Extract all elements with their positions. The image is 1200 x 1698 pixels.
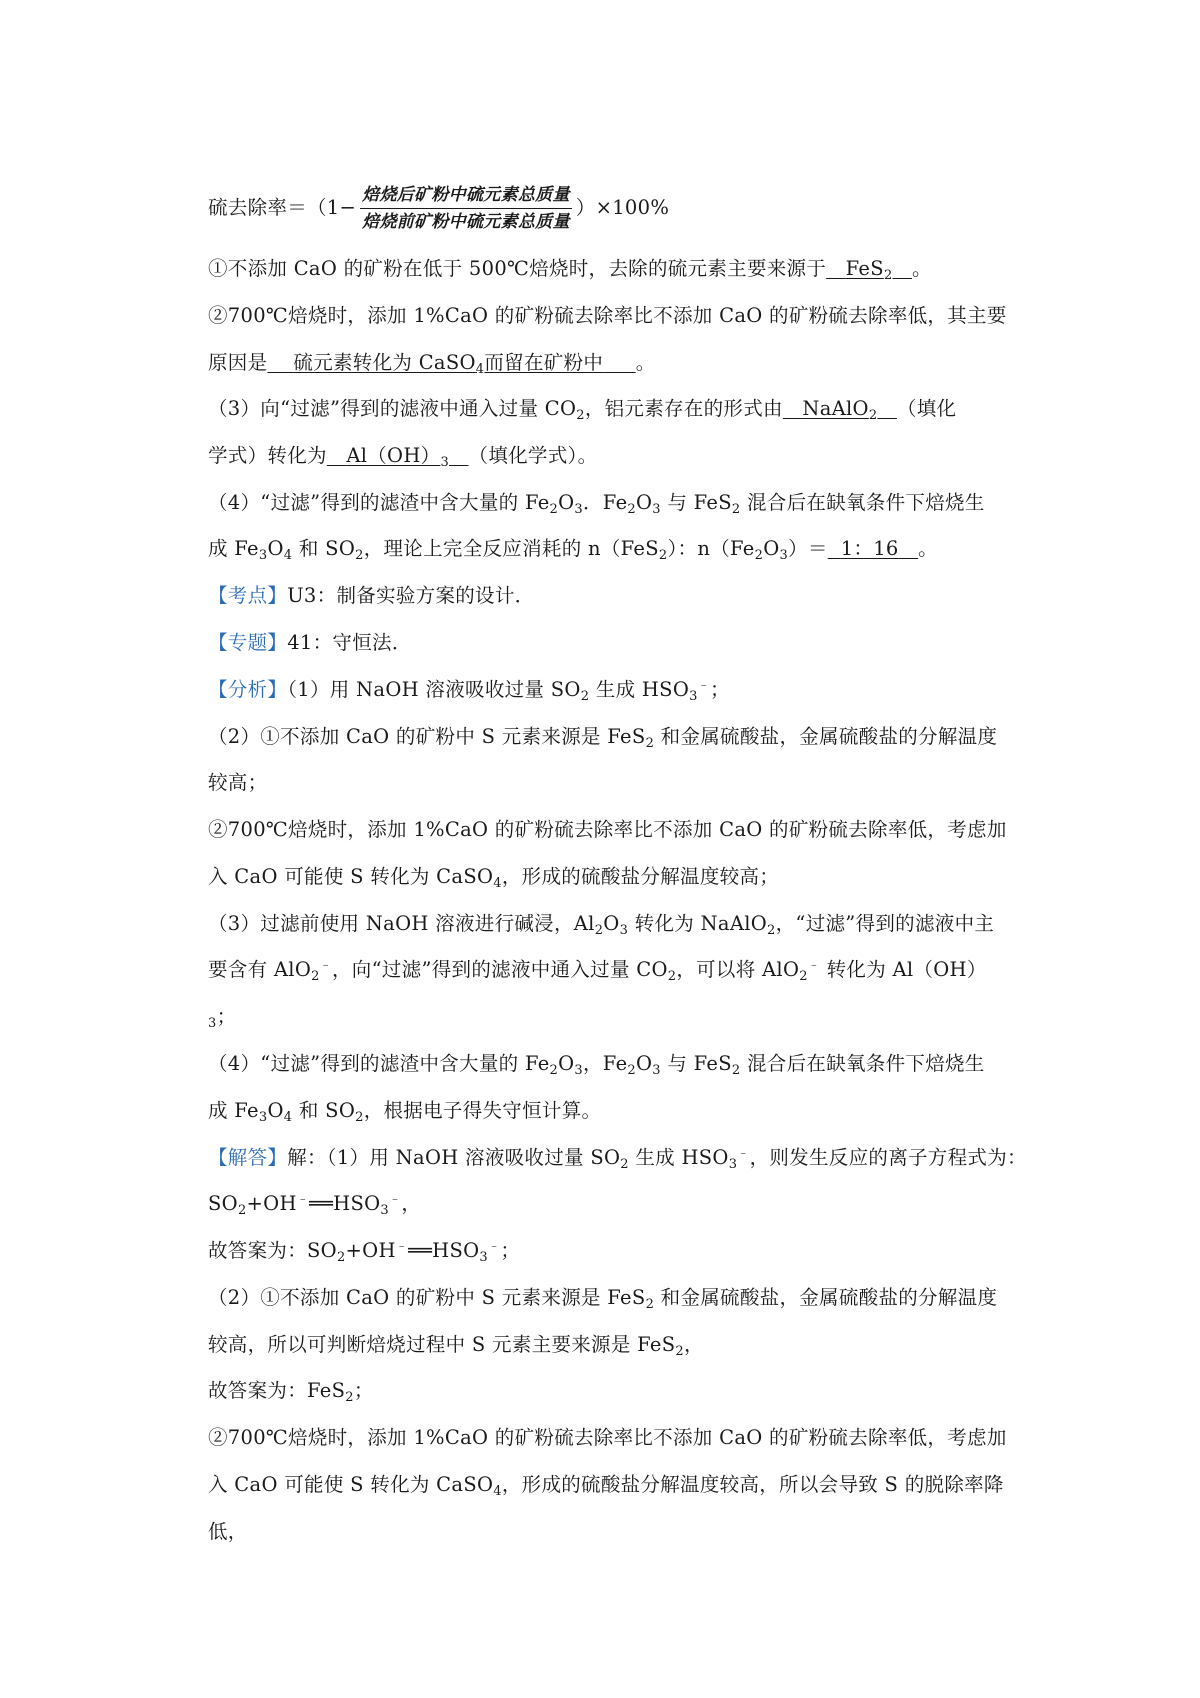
formula-rhs: ）×100%: [575, 196, 670, 219]
subscript: 2: [549, 1063, 559, 1078]
subscript: 2: [731, 502, 741, 517]
text-span: （1）用 NaOH 溶液吸收过量 SO: [287, 678, 581, 701]
text-span: 和金属硫酸盐，金属硫酸盐的分解温度: [654, 1286, 998, 1309]
jieda-line-5: [208, 1330, 1028, 1360]
subscript: 3: [258, 548, 268, 563]
text-span: ，: [684, 1333, 704, 1356]
fenxi-tag: 【分析】: [208, 678, 288, 701]
subscript: 2: [237, 1203, 247, 1218]
text-span: ；: [500, 1239, 521, 1262]
subscript: 3: [652, 502, 661, 517]
text-span: ，向“过滤”得到的滤液中通入过量 CO: [332, 958, 668, 981]
question-2-part-2-line-1: [208, 301, 1028, 331]
kaodian-tag: 【考点】: [208, 584, 288, 607]
subscript: 3: [380, 1203, 389, 1218]
jieda-line-6: [208, 1376, 1028, 1406]
superscript: ﹣: [737, 1145, 750, 1159]
jieda-line-2: [208, 1189, 1028, 1219]
fenxi-line-1: [208, 675, 1028, 705]
text-span: +OH: [345, 1239, 396, 1262]
text-span: 与 FeS: [660, 1052, 732, 1075]
subscript: 4: [283, 548, 293, 563]
jieda-line-7: [208, 1423, 1028, 1453]
formula-fraction: [360, 184, 572, 233]
answer-caso4-retained: [267, 351, 635, 377]
text-span: 生成 HSO: [628, 1146, 729, 1169]
text-span: 故答案为：FeS: [208, 1379, 346, 1402]
q3-line2-pre: 学式）转化为: [208, 444, 327, 467]
subscript: 2: [311, 969, 320, 984]
text-span: ；: [216, 1005, 237, 1028]
subscript: 2: [627, 502, 636, 517]
text-span: 和金属硫酸盐，金属硫酸盐的分解温度: [654, 725, 998, 748]
question-3-line-2: [208, 441, 1028, 471]
answer-aloh3: [327, 444, 469, 470]
q3-line1-pre: （3）向“过滤”得到的滤液中通入过量 CO: [208, 397, 577, 420]
subscript: 2: [580, 689, 590, 704]
q3-line2-end: （填化学式）。: [468, 444, 598, 467]
subscript: 2: [799, 969, 808, 984]
subscript: 3: [440, 455, 450, 470]
kaodian-line: [208, 581, 1028, 611]
text-span: ══HSO: [408, 1239, 480, 1262]
text-span: 。: [918, 537, 938, 560]
subscript: 2: [355, 548, 364, 563]
text-span: FeS: [845, 257, 884, 280]
subscript: 2: [336, 1250, 346, 1265]
subscript: 2: [549, 502, 559, 517]
subscript: 3: [728, 1157, 738, 1172]
subscript: 2: [754, 548, 764, 563]
formula-denominator: 焙烧前矿粉中硫元素总质量: [362, 212, 570, 232]
subscript: 2: [667, 969, 677, 984]
text-span: 和 SO: [292, 1099, 356, 1122]
text-span: 低，: [208, 1520, 248, 1543]
fenxi-line-6: （3）过滤前使用 NaOH 溶液进行碱浸，$Al_2O_3$ 转化为 NaAlO$_2$，“过滤”得到的滤液中主: [208, 912, 995, 938]
question-4-line-1: （4）“过滤”得到的滤渣中含大量的 $Fe_2O_3$．$Fe_2O_3$ 与 FeS$_2$ 混合后在缺氧条件下焙烧生: [208, 491, 985, 517]
subscript: 4: [493, 1484, 502, 1499]
q2-2-end: 。: [635, 351, 656, 374]
text-span: 混合后在缺氧条件下焙烧生: [740, 1052, 985, 1075]
jieda-line-3: [208, 1236, 1028, 1266]
text-span: ，则发生反应的离子方程式为：: [749, 1146, 1027, 1169]
formula-lhs: 硫去除率＝（1−: [208, 196, 357, 219]
zhuanti-text: 41：守恒法．: [287, 631, 412, 654]
subscript: 2: [345, 1390, 354, 1405]
subscript: 2: [355, 1110, 364, 1125]
jieda-line-9: [208, 1517, 1028, 1547]
q3-line1-end: （填化: [896, 397, 957, 420]
text-span: ，形成的硫酸盐分解温度较高，所以会导致 S 的脱除率降: [501, 1473, 1004, 1496]
subscript: 2: [767, 923, 776, 938]
superscript: ﹣: [389, 1191, 402, 1205]
answer-ratio: [828, 537, 918, 560]
superscript: ﹣: [697, 677, 711, 691]
jieda-tag: 【解答】: [208, 1146, 288, 1169]
text-span: ，Fe: [583, 1052, 628, 1075]
text-span: 转化为 NaAlO: [628, 912, 768, 935]
subscript: 2: [675, 1344, 684, 1359]
answer-naalo2: [783, 397, 897, 423]
text-span: 而留在矿粉中: [484, 351, 604, 374]
fenxi-line-2: [208, 722, 1028, 752]
question-4-line-2: 成 $Fe_3O_4$ 和 $SO_2$，理论上完全反应消耗的 n（FeS$_2$）：$n(Fe_2O_3)= 1$：16 。: [208, 537, 938, 563]
fenxi-line-9: （4）“过滤”得到的滤渣中含大量的 $Fe_2O_3$，$Fe_2O_3$ 与 FeS$_2$ 混合后在缺氧条件下焙烧生: [208, 1052, 985, 1078]
text-span: ，理论上完全反应消耗的 n（FeS: [363, 537, 659, 560]
text-span: 转化为 Al（OH）: [820, 958, 987, 981]
text-span: +OH: [246, 1192, 297, 1215]
text-span: ，根据电子得失守恒计算。: [363, 1099, 602, 1122]
text-span: 解：（1）用 NaOH 溶液吸收过量 SO: [287, 1146, 621, 1169]
q2-2-line2-pre: 原因是: [208, 351, 268, 374]
text-span: ．Fe: [583, 491, 628, 514]
text-span: NaAlO: [802, 397, 869, 420]
question-2-part-2-line-2: [208, 348, 1028, 378]
fenxi-line-5: [208, 862, 1028, 892]
fenxi-line-3: [208, 768, 1028, 798]
subscript: 3: [574, 1063, 583, 1078]
text-span: ，: [401, 1192, 422, 1215]
text-span: 入 CaO 可能使 S 转化为 CaSO: [208, 865, 494, 888]
q2-2-line1: ②700℃焙烧时，添加 1%CaO 的矿粉硫去除率比不添加 CaO 的矿粉硫去除率低，其主要: [208, 304, 1007, 327]
text-span: 混合后在缺氧条件下焙烧生: [740, 491, 985, 514]
text-span: （4）“过滤”得到的滤渣中含大量的 Fe: [208, 491, 550, 514]
text-span: 1：16: [840, 537, 899, 560]
subscript: 2: [868, 408, 878, 423]
fenxi-line-7: [208, 955, 1028, 985]
subscript: 3: [689, 689, 698, 704]
text-span: 成 Fe: [208, 1099, 259, 1122]
text-span: 与 FeS: [660, 491, 732, 514]
text-span: Al（OH）: [346, 444, 441, 467]
text-span: ②700℃焙烧时，添加 1%CaO 的矿粉硫去除率比不添加 CaO 的矿粉硫去除率低，考虑加: [208, 1426, 1007, 1449]
subscript: 2: [658, 548, 668, 563]
zhuanti-tag: 【专题】: [208, 631, 288, 654]
text-span: ，形成的硫酸盐分解温度较高；: [501, 865, 780, 888]
subscript: 2: [731, 1063, 741, 1078]
text-span: 较高，所以可判断焙烧过程中 S 元素主要来源是 FeS: [208, 1333, 676, 1356]
text-span: ）：n（Fe: [667, 537, 755, 560]
text-span: ）＝: [788, 537, 828, 560]
sulfur-removal-formula: [208, 184, 1028, 233]
question-2-part-1: [208, 254, 1028, 284]
kaodian-text: U3：制备实验方案的设计．: [287, 584, 535, 607]
subscript: 3: [208, 1016, 217, 1031]
q2-1-text: ①不添加 CaO 的矿粉在低于 500℃焙烧时，去除的硫元素主要来源于: [208, 257, 827, 280]
text-span: （4）“过滤”得到的滤渣中含大量的 Fe: [208, 1052, 550, 1075]
text-span: （3）过滤前使用 NaOH 溶液进行碱浸，Al: [208, 912, 595, 935]
text-span: ，“过滤”得到的滤液中主: [775, 912, 995, 935]
jieda-line-8: [208, 1470, 1028, 1500]
text-span: 要含有 AlO: [208, 958, 312, 981]
superscript: ﹣: [319, 957, 332, 971]
text-span: ══HSO: [309, 1192, 381, 1215]
subscript: 4: [475, 362, 485, 377]
fenxi-line-8: [208, 1002, 1028, 1032]
subscript: 3: [652, 1063, 661, 1078]
subscript: 2: [627, 1063, 636, 1078]
text-span: （2）①不添加 CaO 的矿粉中 S 元素来源是 FeS: [208, 1286, 646, 1309]
subscript: 2: [594, 923, 604, 938]
text-span: 硫元素转化为 CaSO: [293, 351, 476, 374]
q3-line1-mid: ，铝元素存在的形式由: [584, 397, 783, 420]
question-3-line-1: [208, 394, 1028, 424]
text-span: 入 CaO 可能使 S 转化为 CaSO: [208, 1473, 494, 1496]
formula-numerator: 焙烧后矿粉中硫元素总质量: [360, 184, 572, 209]
text-span: ，可以将 AlO: [676, 958, 800, 981]
subscript: 3: [479, 1250, 488, 1265]
text-span: ②700℃焙烧时，添加 1%CaO 的矿粉硫去除率比不添加 CaO 的矿粉硫去除率低，考虑加: [208, 818, 1007, 841]
text-span: ；: [353, 1379, 374, 1402]
text-span: 和 SO: [292, 537, 356, 560]
subscript: 2: [620, 1157, 629, 1172]
subscript: 4: [283, 1110, 293, 1125]
zhuanti-line: [208, 628, 1028, 658]
text-span: 生成 HSO: [589, 678, 690, 701]
subscript: 3: [574, 502, 583, 517]
superscript: ﹣: [296, 1191, 310, 1205]
text-span: 成 Fe: [208, 537, 259, 560]
fenxi-line-4: [208, 815, 1028, 845]
text-span: （2）①不添加 CaO 的矿粉中 S 元素来源是 FeS: [208, 725, 646, 748]
answer-fes2: [826, 257, 912, 283]
superscript: ﹣: [807, 957, 821, 971]
subscript: 3: [619, 923, 629, 938]
q3-co2-sub: 2: [576, 408, 585, 423]
jieda-line-4: [208, 1283, 1028, 1313]
jieda-line-1: [208, 1143, 1028, 1173]
superscript: ﹣: [395, 1238, 409, 1252]
subscript: 2: [645, 1297, 655, 1312]
subscript: 3: [258, 1110, 268, 1125]
superscript: ﹣: [488, 1238, 501, 1252]
text-span: 故答案为：SO: [208, 1239, 337, 1262]
text-span: 较高；: [208, 771, 268, 794]
subscript: 4: [493, 876, 502, 891]
subscript: 3: [779, 548, 789, 563]
text-span: ；: [710, 678, 730, 701]
subscript: 2: [883, 268, 893, 283]
q2-1-end: 。: [912, 257, 932, 280]
subscript: 2: [645, 736, 655, 751]
text-span: SO: [208, 1192, 238, 1215]
fenxi-line-10: 成 $Fe_3O_4$ 和 $SO_2$，根据电子得失守恒计算。: [208, 1099, 602, 1125]
